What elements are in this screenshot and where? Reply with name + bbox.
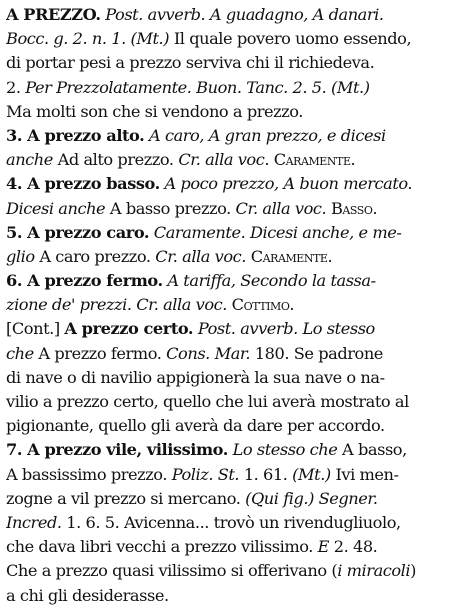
body-text: )	[410, 561, 417, 581]
body-text: 2.	[6, 77, 26, 97]
italic-text: glio	[6, 246, 35, 266]
italic-text: A caro, A gran prezzo, e dicesi	[149, 125, 386, 145]
entry-line	[6, 342, 465, 366]
entry-line	[6, 414, 465, 438]
body-text: Ad alto prezzo.	[52, 150, 179, 170]
headword: 7. A prezzo vile, vilissimo.	[6, 440, 228, 460]
italic-text: Per Prezzolatamente. Buon. Tanc. 2. 5. (Mt.)	[25, 77, 370, 97]
entry-line	[6, 293, 465, 317]
headword: A PREZZO.	[6, 5, 101, 24]
headword: 4. A prezzo basso.	[6, 174, 160, 194]
entry-line	[6, 463, 465, 487]
italic-text: Post. avverb. A guadagno, A danari.	[105, 5, 384, 24]
body-text: a chi gli desiderasse.	[6, 585, 169, 605]
entry-line	[6, 51, 465, 75]
entry-line	[6, 511, 465, 535]
entry-line	[6, 100, 465, 124]
dictionary-entry-a-prezzo	[6, 3, 465, 608]
entry-line	[6, 438, 465, 462]
entry-line	[6, 148, 465, 172]
body-text: 1. 6. 5. Avicenna... trovò un rivendugliuolo,	[61, 512, 401, 532]
body-text: 180. Se padrone	[250, 343, 383, 363]
body-text: di portar pesi a prezzo serviva chi il richiedeva.	[6, 53, 375, 73]
headword: A prezzo certo.	[64, 319, 194, 339]
entry-line	[6, 3, 465, 27]
entry-line	[6, 172, 465, 196]
italic-text: Incred.	[6, 512, 62, 532]
headword: 5. A prezzo caro.	[6, 222, 150, 242]
body-text: A caro prezzo.	[34, 246, 156, 266]
italic-text: (Qui fig.) Segner.	[245, 488, 378, 508]
entry-line	[6, 559, 465, 583]
body-text: 2. 48.	[329, 537, 378, 557]
headword: 6. A prezzo fermo.	[6, 271, 163, 291]
body-text: di nave o di navilio appigionerà la sua nave o na-	[6, 367, 385, 387]
body-text: 1. 61.	[239, 464, 293, 484]
italic-text: Poliz. St.	[171, 464, 240, 484]
italic-text: Cr. alla voc.	[155, 246, 246, 266]
entry-line	[6, 535, 465, 559]
small-caps-reference: Basso.	[330, 198, 378, 218]
headword: 3. A prezzo alto.	[6, 125, 145, 145]
italic-text: zione de' prezzi. Cr. alla voc.	[6, 295, 227, 315]
italic-text: che	[6, 343, 34, 363]
body-text: Ma molti son che si vendono a prezzo.	[6, 101, 304, 121]
small-caps-reference: Caramente.	[250, 246, 333, 266]
italic-text: A tariffa, Secondo la tassa-	[167, 271, 376, 291]
body-text: Che a prezzo quasi vilissimo si offerivano (	[6, 561, 338, 581]
body-text: che dava libri vecchi a prezzo vilissimo.	[6, 537, 318, 557]
italic-text: Cr. alla voc.	[235, 198, 327, 218]
italic-text: Lo stesso che	[232, 440, 338, 460]
body-text: A basso,	[337, 440, 407, 460]
body-text: A bassissimo prezzo.	[6, 464, 172, 484]
entry-line	[6, 487, 465, 511]
body-text: pigionante, quello gli averà da dare per accordo.	[6, 416, 385, 436]
body-text: A basso prezzo.	[105, 198, 236, 218]
italic-text: anche	[6, 150, 53, 170]
italic-text: Post. avverb. Lo stesso	[197, 319, 375, 339]
entry-line	[6, 27, 465, 51]
body-text: zogne a vil prezzo si mercano.	[6, 488, 246, 508]
body-text: [Cont.]	[6, 319, 65, 339]
italic-text: i miracoli	[337, 561, 411, 581]
italic-text: E	[317, 537, 330, 557]
italic-text: Dicesi anche	[6, 198, 106, 218]
italic-text: Bocc. g. 2. n. 1. (Mt.)	[6, 29, 170, 49]
entry-line	[6, 124, 465, 148]
entry-line	[6, 390, 465, 414]
italic-text: Caramente. Dicesi anche, e me-	[153, 222, 402, 242]
body-text: Ivi men-	[330, 464, 399, 484]
entry-line	[6, 269, 465, 293]
entry-line	[6, 366, 465, 390]
entry-line	[6, 317, 465, 341]
entry-line	[6, 221, 465, 245]
entry-line	[6, 197, 465, 221]
italic-text: (Mt.)	[292, 464, 331, 484]
body-text: vilio a prezzo certo, quello che lui averà mostrato al	[6, 392, 409, 411]
italic-text: A poco prezzo, A buon mercato.	[164, 174, 413, 194]
italic-text: Cons. Mar.	[166, 343, 251, 363]
italic-text: Cr. alla voc.	[178, 150, 270, 170]
entry-line	[6, 245, 465, 269]
body-text: Il quale povero uomo essendo,	[169, 29, 412, 49]
small-caps-reference: Caramente.	[273, 150, 356, 170]
entry-line	[6, 584, 465, 608]
small-caps-reference: Cottimo.	[231, 295, 295, 315]
body-text: A prezzo fermo.	[33, 343, 167, 363]
entry-line	[6, 76, 465, 100]
